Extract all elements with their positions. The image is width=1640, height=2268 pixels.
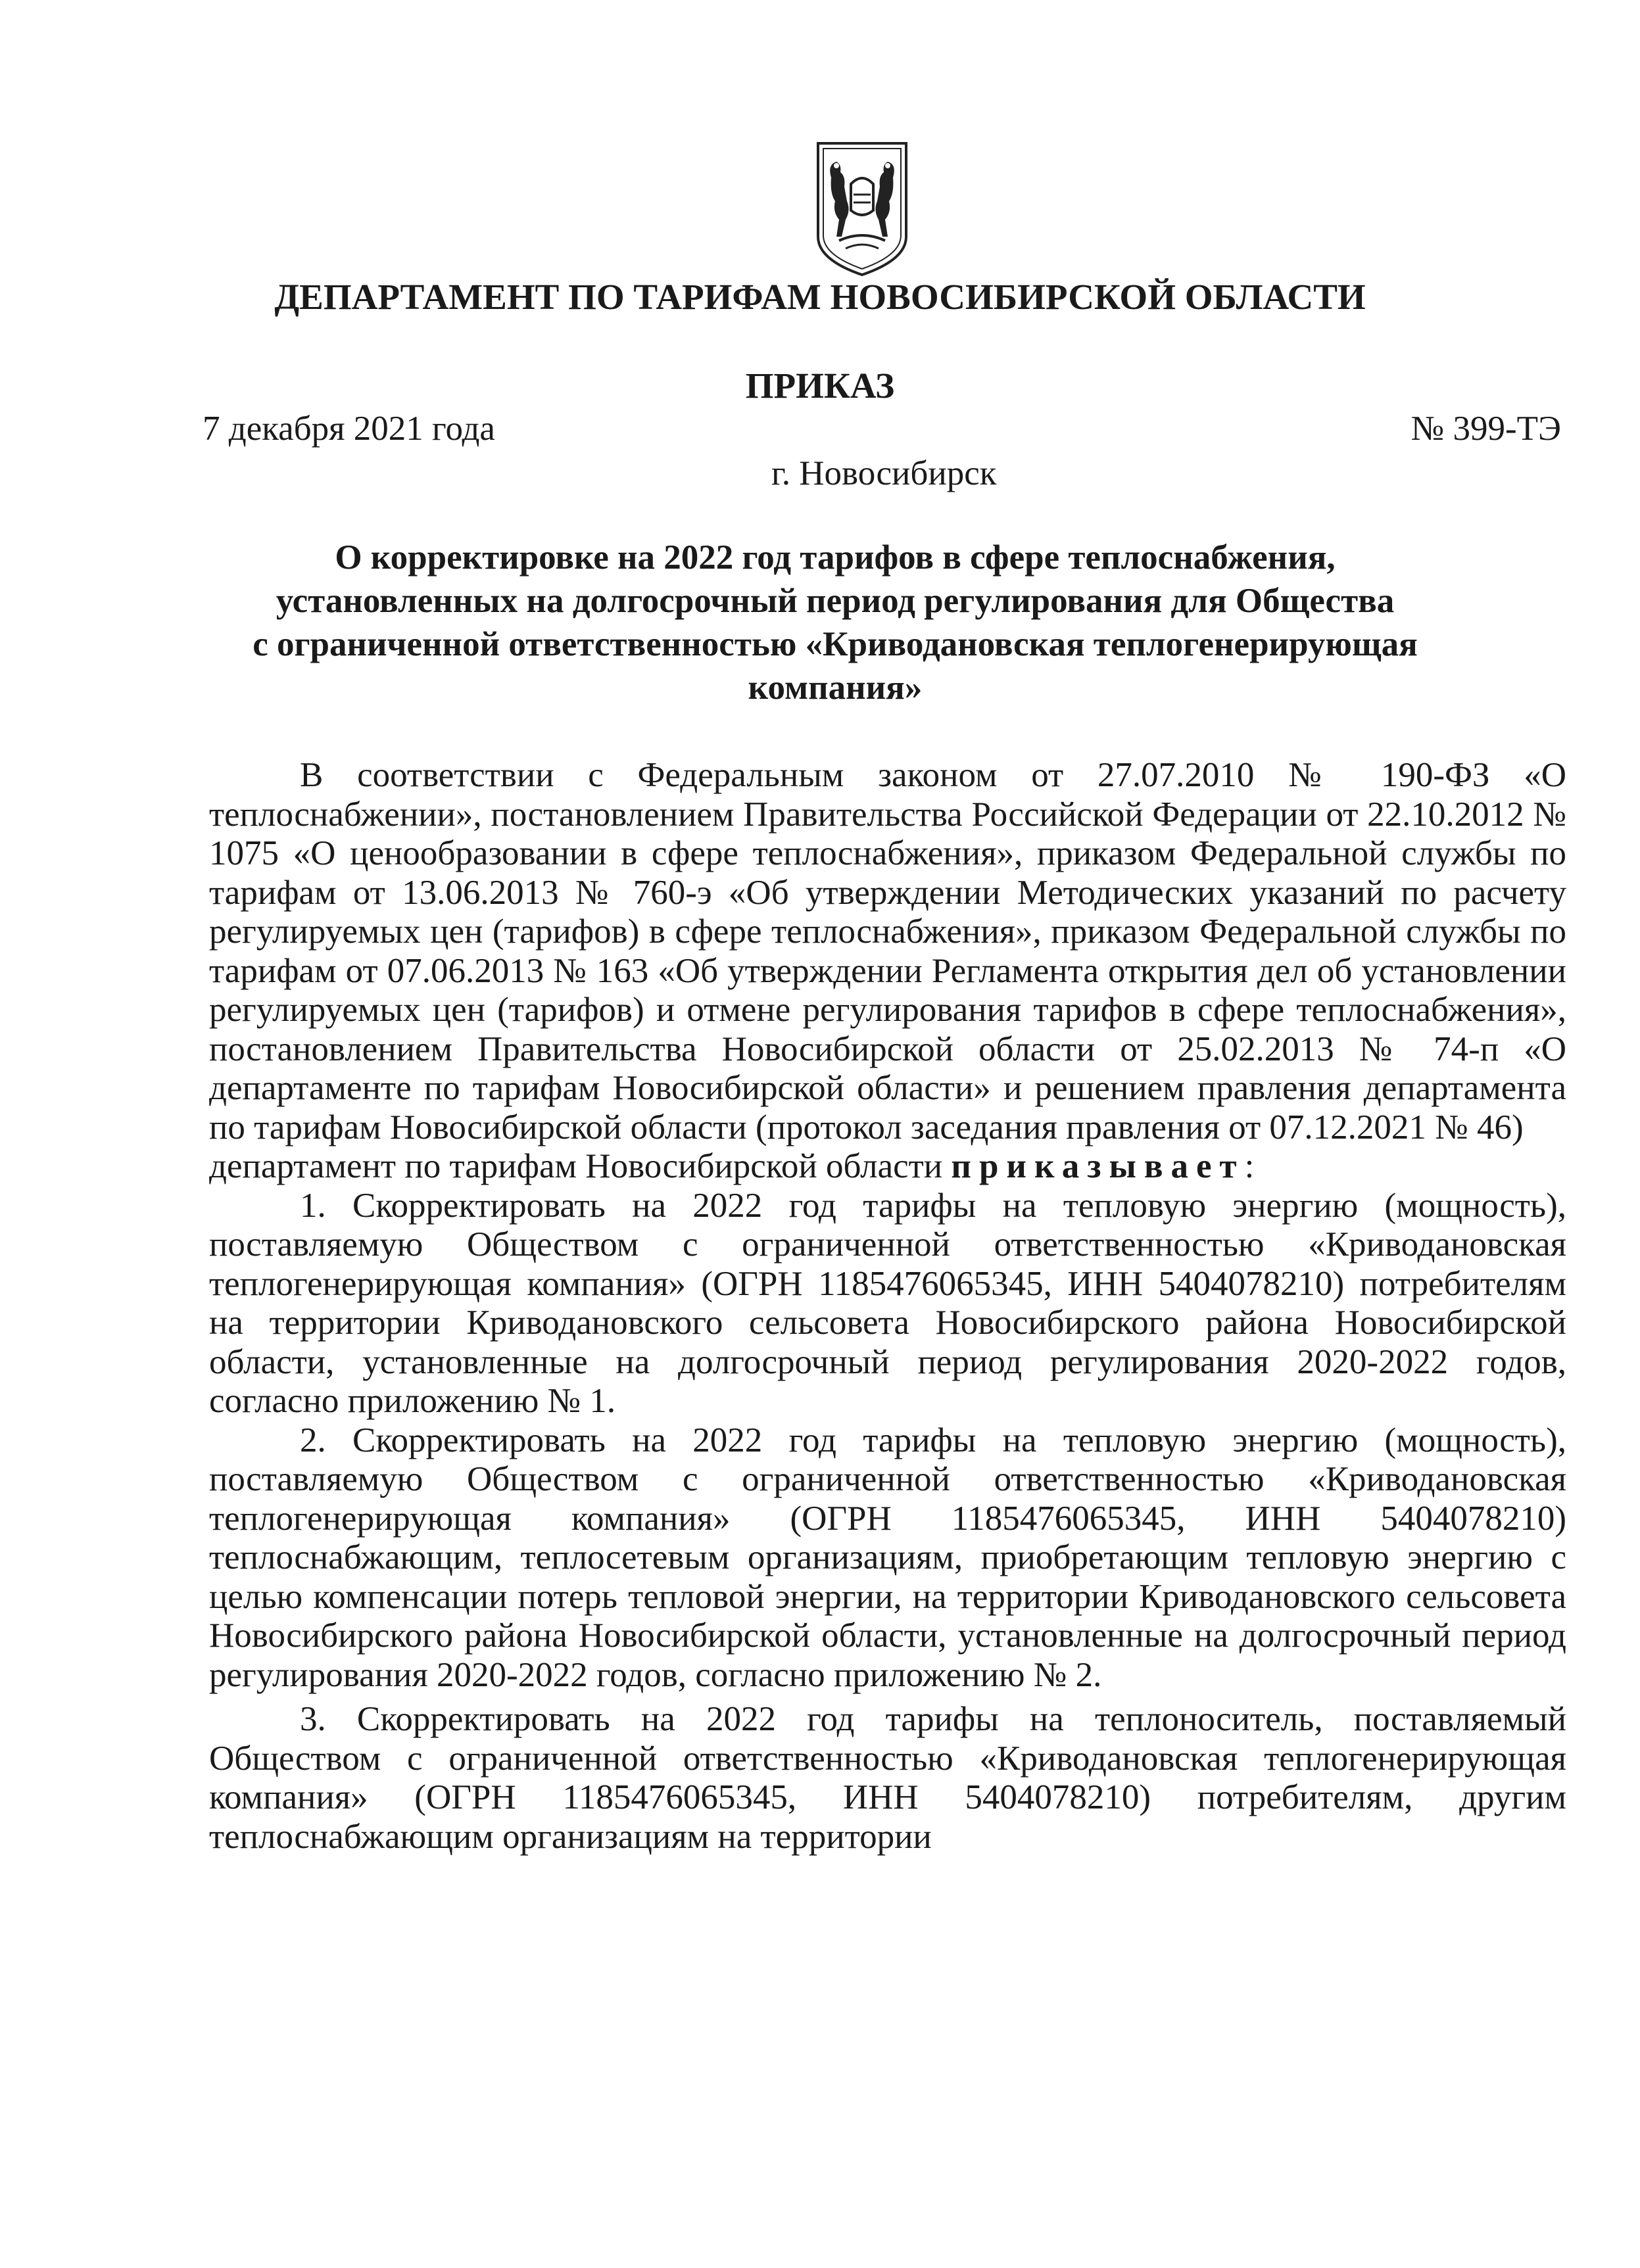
order-item-1: 1. Скорректировать на 2022 год тарифы на тепловую энергию (мощность), поставляемую Обществом с ограниченной ответственностью «Криводановская теплогенерирующая компания» (ОГРН 1185476065345, ИНН 5404078210) потребителям на территории Криводановского сельсовета Новосибирского района Новосибирской области, установленные на долгосрочный период регулирования 2020-2022 годов, согласно приложению № 1. [209,1186,1566,1420]
document-number: № 399-ТЭ [1411,410,1561,448]
document-body [209,756,1566,1856]
document-city: г. Новосибирск [771,454,997,492]
order-item-3: 3. Скорректировать на 2022 год тарифы на теплоноситель, поставляемый Обществом с ограниченной ответственностью «Криводановская теплогенерирующая компания» (ОГРН 1185476065345, ИНН 5404078210) потребителям, другим теплоснабжающим организациям на территории [209,1700,1566,1856]
novosibirsk-coat-of-arms-icon [813,138,911,279]
orders-line [209,1147,1566,1187]
order-item-2: 2. Скорректировать на 2022 год тарифы на тепловую энергию (мощность), поставляемую Обществом с ограниченной ответственностью «Криводановская теплогенерирующая компания» (ОГРН 1185476065345, ИНН 5404078210) теплоснабжающим, теплосетевым организациям, приобретающим тепловую энергию с целью компенсации потерь тепловой энергии, на территории Криводановского сельсовета Новосибирского района Новосибирской области, установленные на долгосрочный период регулирования 2020-2022 годов, согласно приложению № 2. [209,1421,1566,1694]
document-subject [204,536,1466,709]
subject-line: компания» [748,669,923,707]
orders-prefix: департамент по тарифам Новосибирской области [209,1147,952,1185]
preamble-paragraph: В соответствии с Федеральным законом от 27.07.2010 № 190-ФЗ «О теплоснабжении», постановлением Правительства Российской Федерации от 22.10.2012 № 1075 «О ценообразовании в сфере теплоснабжения», приказом Федеральной службы по тарифам от 13.06.2013 № 760-э «Об утверждении Методических указаний по расчету регулируемых цен (тарифов) в сфере теплоснабжения», приказом Федеральной службы по тарифам от 07.06.2013 № 163 «Об утверждении Регламента открытия дел об установлении регулируемых цен (тарифов) и отмене регулирования тарифов в сфере теплоснабжения», постановлением Правительства Новосибирской области от 25.02.2013 № 74-п «О департаменте по тарифам Новосибирской области» и решением правления департамента по тарифам Новосибирской области (протокол заседания правления от 07.12.2021 № 46) [209,756,1566,1146]
document-type: ПРИКАЗ [745,366,895,406]
subject-line: с ограниченной ответственностью «Криводановская теплогенерирующая [253,625,1418,663]
subject-line: установленных на долгосрочный период регулирования для Общества [276,582,1395,620]
orders-word: приказывает [951,1147,1245,1185]
subject-line: О корректировке на 2022 год тарифов в сфере теплоснабжения, [335,538,1336,577]
orders-suffix: : [1244,1147,1255,1185]
document-date: 7 декабря 2021 года [203,410,495,448]
department-name: ДЕПАРТАМЕНТ ПО ТАРИФАМ НОВОСИБИРСКОЙ ОБЛАСТИ [274,277,1366,317]
